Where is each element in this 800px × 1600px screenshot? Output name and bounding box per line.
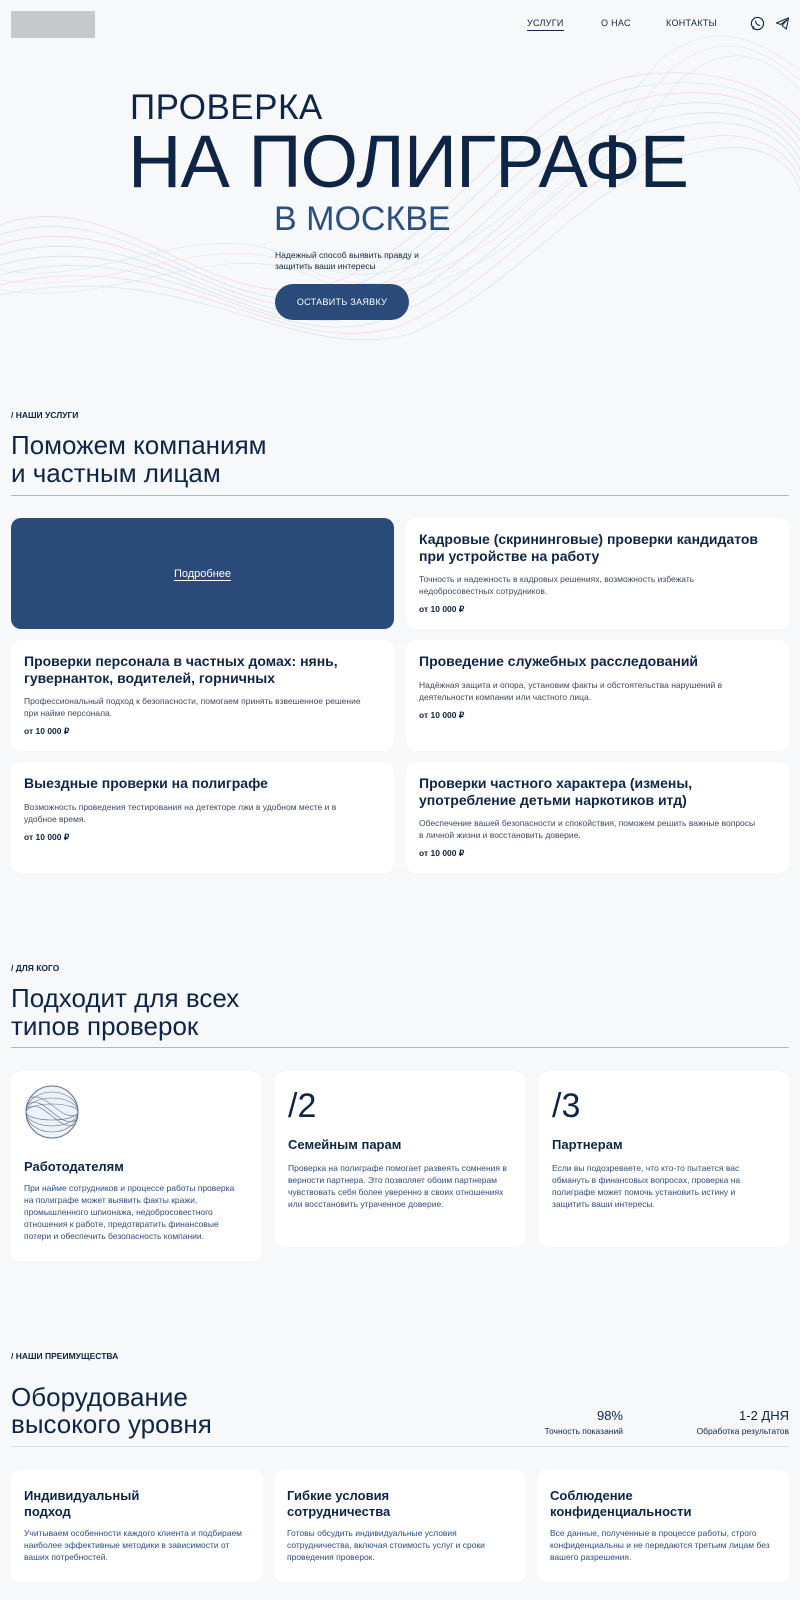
advantage-title: Соблюдение конфиденциальности [550, 1488, 692, 1519]
service-price: от 10 000 ₽ [419, 604, 465, 614]
whatsapp-icon[interactable] [750, 16, 765, 31]
service-title: Кадровые (скрининговые) проверки кандидатов при устройстве на работу [419, 531, 759, 564]
service-title: Проведение служебных расследований [419, 653, 699, 669]
hero-subtitle: Надежный способ выявить правду и защитить ваши интересы [275, 250, 419, 271]
audience-number: /2 [288, 1087, 317, 1125]
service-description: Возможность проведения тестирования на детекторе лжи в удобном месте и в удобное время. [24, 802, 337, 824]
services-title-line2: и частным лицам [11, 458, 221, 488]
stat-value: 1-2 ДНЯ [739, 1408, 789, 1423]
advantage-card [537, 1470, 789, 1582]
advantage-card [274, 1470, 526, 1582]
nav-about[interactable]: О НАС [601, 18, 631, 28]
services-title-line1: Поможем компаниям [11, 430, 267, 460]
audience-title: Партнерам [552, 1137, 623, 1152]
audience-card [275, 1071, 525, 1247]
service-description: Надёжная защита и опора, установим факты и обстоятельства нарушений в деятельности компании или частного лица. [419, 680, 723, 702]
advantage-title: Индивидуальный подход [24, 1488, 140, 1519]
divider [11, 495, 789, 496]
audience-card [11, 1071, 261, 1261]
hero-title-line2: НА ПОЛИГРАФЕ [128, 120, 689, 203]
audience-title-line2: типов проверок [11, 1011, 199, 1041]
telegram-icon[interactable] [775, 16, 790, 31]
advantage-description: Учитываем особенности каждого клиента и подбираем наиболее эффективные методики в зависимости от ваших потребностей. [24, 1528, 243, 1562]
service-featured-card[interactable] [11, 518, 394, 629]
audience-description: Проверка на полиграфе помогает развеять сомнения в верности партнера. Это позволяет обоим партнерам чувствовать себя более уверенно в своих отношениях или восстановить утраченное доверие. [288, 1163, 507, 1209]
request-button[interactable]: ОСТАВИТЬ ЗАЯВКУ [275, 284, 409, 320]
advantages-title-line2: высокого уровня [11, 1409, 212, 1439]
service-title: Выездные проверки на полиграфе [24, 775, 268, 791]
audience-title-line1: Подходит для всех [11, 983, 240, 1013]
advantages-title-line1: Оборудование [11, 1382, 188, 1412]
advantage-description: Готовы обсудить индивидуальные условия сотрудничества, включая стоимость услуг и сроки проведения проверок. [287, 1528, 485, 1562]
advantages-eyebrow: / НАШИ ПРЕИМУЩЕСТВА [11, 1351, 119, 1361]
service-price: от 10 000 ₽ [419, 848, 465, 858]
divider [11, 1047, 789, 1048]
divider [11, 1446, 789, 1447]
audience-eyebrow: / ДЛЯ КОГО [11, 963, 60, 973]
services-eyebrow: / НАШИ УСЛУГИ [11, 410, 79, 420]
audience-description: Если вы подозреваете, что кто-то пытается вас обмануть в финансовых вопросах, проверка на полиграфе может помочь установить истину и защитить ваши интересы. [552, 1163, 741, 1209]
sphere-icon [24, 1084, 80, 1140]
stat-value: 98% [596, 1408, 623, 1423]
nav-contacts[interactable]: КОНТАКТЫ [666, 18, 717, 28]
hero-title-line3: В МОСКВЕ [274, 200, 451, 238]
audience-title: Семейным парам [288, 1137, 402, 1152]
audience-description: При найме сотрудников и процессе работы проверка на полиграфе может выявить факты кражи, промышленного шпионажа, недобросовестного отношения к работе, предотвратить финансовые потери и обеспечить безопасность компании. [24, 1183, 235, 1241]
advantage-description: Все данные, полученные в процессе работы, строго конфиденциальны и не передаются третьим лицам без вашего разрешения. [550, 1528, 770, 1562]
service-description: Обеспечение вашей безопасности и спокойствия, поможем решить важные вопросы в личной жизни и восстановить доверие. [419, 818, 756, 840]
stat-label: Точность показаний [544, 1426, 623, 1436]
service-card[interactable] [11, 640, 394, 751]
nav-services[interactable]: УСЛУГИ [527, 18, 564, 31]
service-card[interactable] [406, 640, 789, 751]
audience-card [539, 1071, 789, 1247]
service-title: Проверки персонала в частных домах: нянь, гувернанток, водителей, горничных [24, 653, 338, 686]
advantage-card [11, 1470, 263, 1582]
service-description: Профессиональный подход к безопасности, помогаем принять взвешенное решение при найме персонала. [24, 696, 361, 718]
hero-title-line1: ПРОВЕРКА [130, 88, 323, 127]
service-price: от 10 000 ₽ [24, 726, 70, 736]
service-card[interactable] [11, 762, 394, 873]
service-title: Проверки частного характера (измены, употребление детьми наркотиков итд) [419, 775, 693, 808]
audience-number: /3 [552, 1087, 581, 1125]
more-link[interactable]: Подробнее [173, 567, 232, 580]
advantage-title: Гибкие условия сотрудничества [287, 1488, 391, 1519]
audience-title: Работодателям [24, 1159, 124, 1174]
service-price: от 10 000 ₽ [24, 832, 70, 842]
service-description: Точность и надежность в кадровых решениях, возможность избежать недобросовестных сотрудников. [419, 574, 695, 596]
service-card[interactable] [406, 762, 789, 873]
service-price: от 10 000 ₽ [419, 710, 465, 720]
service-card[interactable] [406, 518, 789, 629]
stat-label: Обработка результатов [696, 1426, 789, 1436]
